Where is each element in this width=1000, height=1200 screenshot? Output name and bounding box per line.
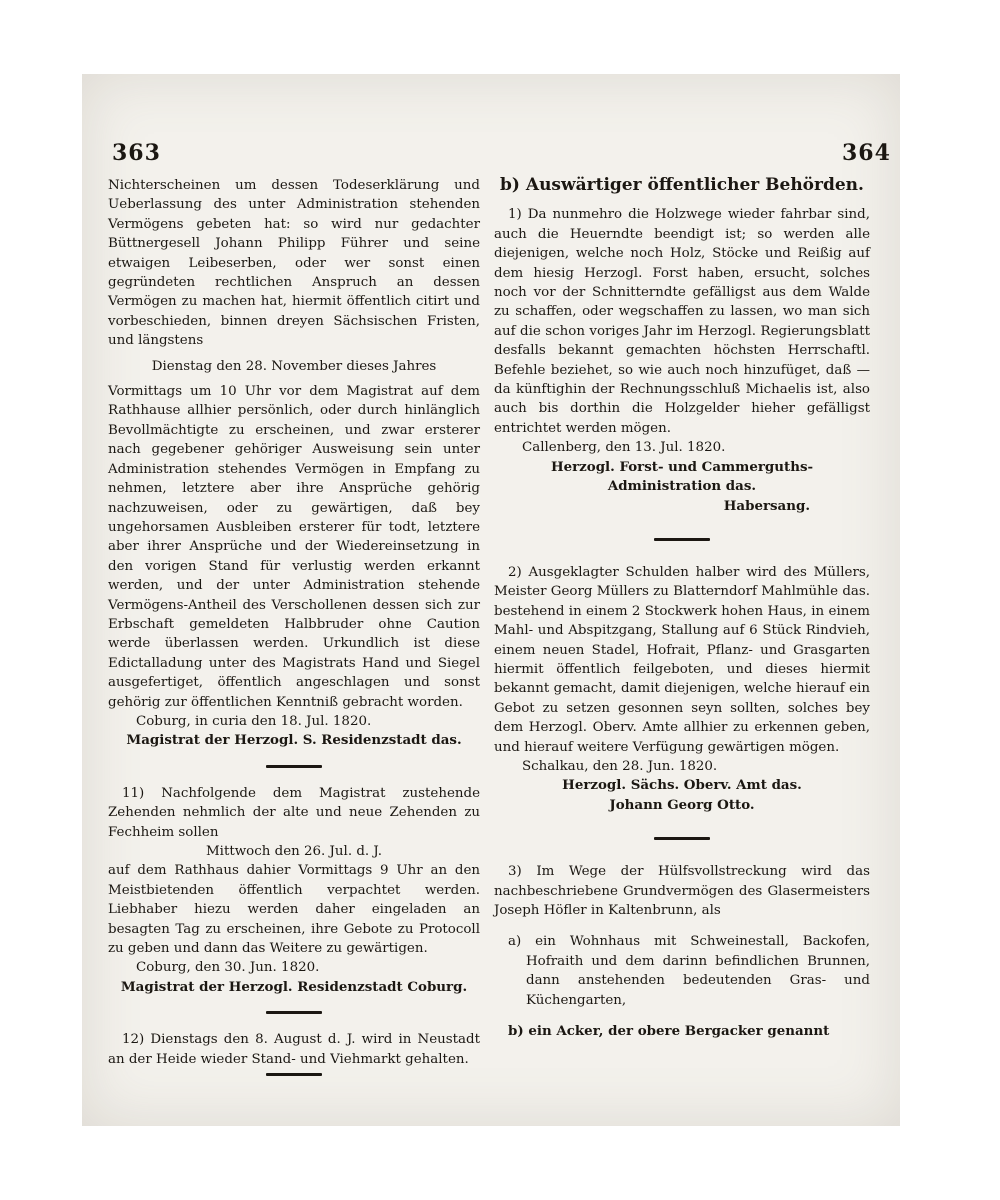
notice-1-signature-line2: Administration das. <box>607 478 757 495</box>
notice-11-signature: Magistrat der Herzogl. Residenzstadt Coburg. <box>120 978 468 995</box>
page-number-left: 363 <box>112 140 161 166</box>
notice-2-signature-line1: Herzogl. Sächs. Oberv. Amt das. <box>562 777 802 794</box>
right-column <box>494 176 870 1041</box>
section-divider <box>266 1011 322 1014</box>
notice-1-signature-name: Habersang. <box>723 497 810 514</box>
notice-11-text: 11) Nachfolgende dem Magistrat zustehende Zehenden nehmlich der alte und neue Zehenden zu Fechheim sollen <box>108 785 480 840</box>
notice-summons-text: Vormittags um 10 Uhr vor dem Magistrat auf dem Rathhause allhier persönlich, oder durch hinlänglich Bevollmächtigte zu erscheinen, und zwar ersterer nach gegebener gehöriger Ausweisung sein unter Administration stehendes Vermögen in Empfang zu nehmen, letztere aber ihre Ansprüche gehörig nachzuweisen, oder zu gewärtigen, daß bey ungehorsamen Ausbleiben ersterer für todt, letztere aber ihrer Ansprüche und der Wiedereinsetzung in den vorigen Stand für verlustig werden erkannt werden, und der unter Administration stehende Vermögens-Antheil des Verschollenen dessen sich zur Erbschaft gemeldeten Halbbruder ohne Caution werde überlassen werden. Urkundlich ist diese Edictalladung unter des Magistrats Hand und Siegel ausgefertiget, öffentlich angeschlagen und sonst gehörig zur öffentlichen Kenntniß gebracht worden. <box>108 384 480 710</box>
notice-1-text: 1) Da nunmehro die Holzwege wieder fahrbar sind, auch die Heuerndte beendigt ist; so werden alle diejenigen, welche noch Holz, Stöcke und Reißig auf dem hiesig Herzogl. Forst haben, ersucht, solches noch vor der Schnitterndte gefälligst aus dem Walde zu schaffen, oder wegschaffen zu lassen, wo man sich auf die schon voriges Jahr im Herzogl. Regierungsblatt desfalls bekannt gemachten höchsten Herrschaftl. Befehle beziehet, so wie auch noch hinzufüget, daß — da künftighin der Rechnungsschluß Michaelis ist, also auch bis dorthin die Holzgelder hieher gefälligst entrichtet werden mögen. <box>494 207 870 436</box>
hearing-date: Dienstag den 28. November dieses Jahres <box>151 358 437 374</box>
notice-3-text: 3) Im Wege der Hülfsvollstreckung wird das nachbeschriebene Grundvermögen des Glasermeisters Joseph Höfler in Kaltenbrunn, als <box>494 864 870 918</box>
notice-3-item-a: a) ein Wohnhaus mit Schweinestall, Backofen, Hofraith und dem darinn befindlichen Brunnen, dann anstehenden bedeutenden Gras- und Küchengarten, <box>508 934 870 1008</box>
notice-2-place-date: Schalkau, den 28. Jun. 1820. <box>522 758 718 774</box>
page-number-right: 364 <box>842 140 891 166</box>
notice-1-signature-line1: Herzogl. Forst- und Cammerguths- <box>550 458 814 475</box>
notice-11-details: auf dem Rathhaus dahier Vormittags 9 Uhr an den Meistbietenden öffentlich verpachtet werden. Liebhaber hiezu werden daher eingeladen an besagten Tag zu erscheinen, ihre Gebote zu Protocoll zu geben und dann das Weitere zu gewärtigen. <box>108 863 480 957</box>
section-heading: b) Auswärtiger öffentlicher Behörden. <box>500 175 864 195</box>
notice-place-date: Coburg, in curia den 18. Jul. 1820. <box>136 713 372 729</box>
notice-11-date: Mittwoch den 26. Jul. d. J. <box>205 844 383 859</box>
section-divider <box>266 1073 322 1076</box>
notice-2-signature-name: Johann Georg Otto. <box>609 796 755 813</box>
notice-signature: Magistrat der Herzogl. S. Residenzstadt das. <box>126 732 462 749</box>
section-divider <box>654 538 710 541</box>
notice-11-place-date: Coburg, den 30. Jun. 1820. <box>136 960 320 976</box>
left-column <box>108 176 480 1092</box>
notice-citation-text: Nichterscheinen um dessen Todeserklärung und Ueberlassung des unter Administration stehenden Vermögens gebeten hat: so wird nur gedachter Büttnergesell Johann Philipp Führer und seine etwaigen Leibeserben, oder wer sonst einen gegründeten rechtlichen Anspruch an dessen Vermögen zu machen hat, hiermit öffentlich citirt und vorbeschieden, binnen dreyen Sächsischen Fristen, und längstens <box>108 178 480 349</box>
section-divider <box>654 837 710 840</box>
section-divider <box>266 765 322 768</box>
notice-1-place-date: Callenberg, den 13. Jul. 1820. <box>522 440 726 456</box>
notice-3-item-b: b) ein Acker, der obere Bergacker genannt <box>508 1023 830 1040</box>
notice-2-text: 2) Ausgeklagter Schulden halber wird des Müllers, Meister Georg Müllers zu Blatterndorf Mahlmühle das. bestehend in einem 2 Stockwerk hohen Haus, in einem Mahl- und Abspitzgang, Stallung auf 6 Stück Rindvieh, einem neuen Stadel, Hofrait, Pflanz- und Grasgarten hiermit öffentlich feilgeboten, und dieses hiermit bekannt gemacht, damit diejenigen, welche hierauf ein Gebot zu setzen gesonnen seyn sollten, solches bey dem Herzogl. Oberv. Amte allhier zu erkennen geben, und hierauf weitere Verfügung gewärtigen mögen. <box>494 564 870 755</box>
notice-12-text: 12) Dienstags den 8. August d. J. wird in Neustadt an der Heide wieder Stand- und Viehmarkt gehalten. <box>108 1032 480 1067</box>
